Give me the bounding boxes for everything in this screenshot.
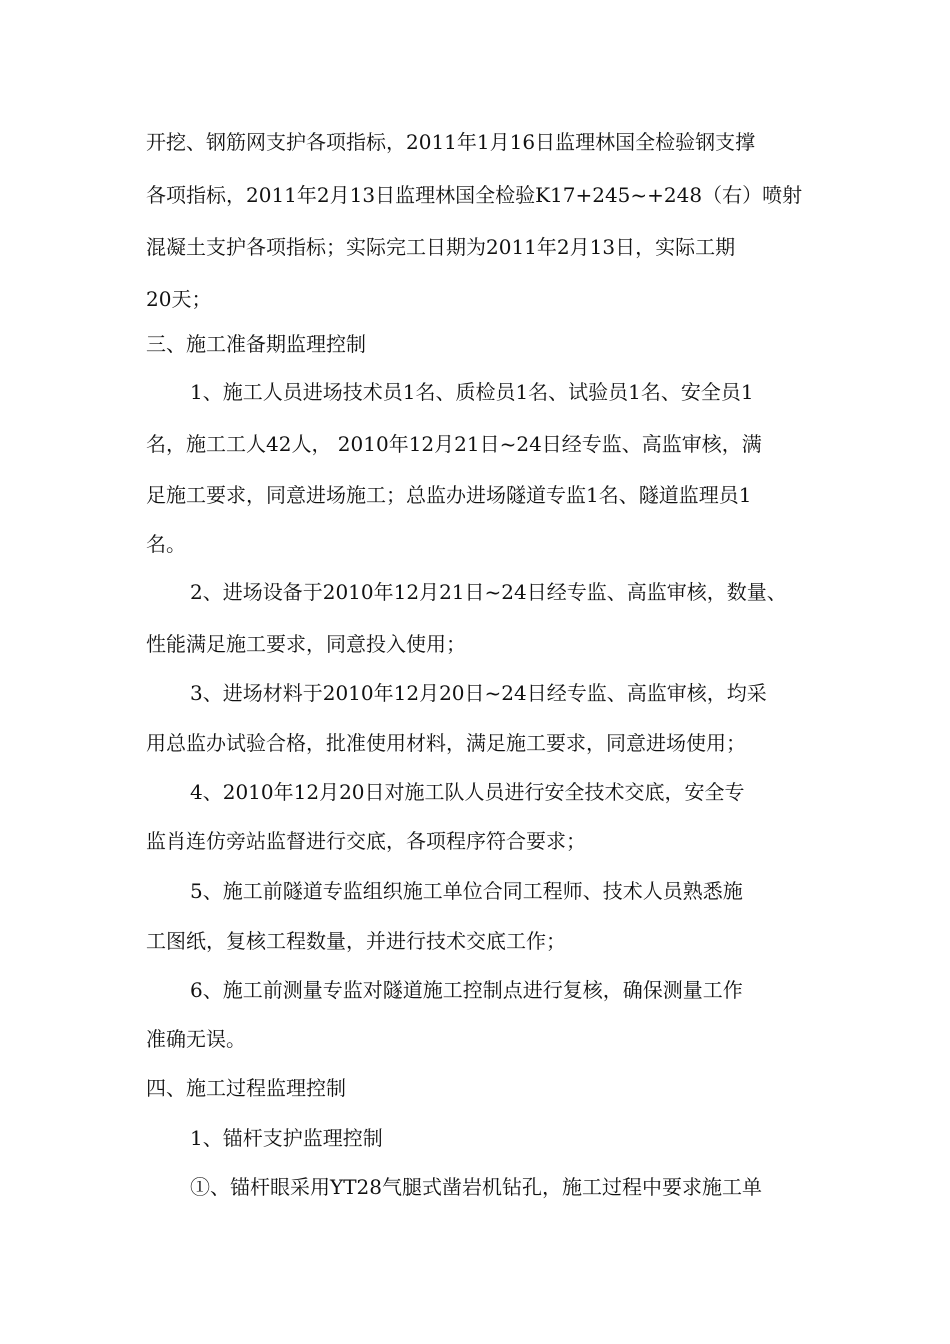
text-line: ①、锚杆眼采用YT28气腿式凿岩机钻孔，施工过程中要求施工单: [190, 1175, 762, 1199]
section-heading: 四、施工过程监理控制: [146, 1076, 346, 1100]
text-line: 5、施工前隧道专监组织施工单位合同工程师、技术人员熟悉施: [190, 879, 743, 903]
text-line: 准确无误。: [146, 1027, 246, 1051]
text-line: 名。: [146, 532, 186, 556]
text-line: 混凝土支护各项指标；实际完工日期为2011年2月13日，实际工期: [146, 235, 736, 259]
text-line: 2、进场设备于2010年12月21日~24日经专监、高监审核，数量、: [190, 580, 787, 604]
text-line: 性能满足施工要求，同意投入使用；: [146, 632, 466, 656]
text-line: 1、施工人员进场技术员1名、质检员1名、试验员1名、安全员1: [190, 380, 754, 404]
text-line: 监肖连仿旁站监督进行交底，各项程序符合要求；: [146, 829, 586, 853]
text-line: 工图纸，复核工程数量，并进行技术交底工作；: [146, 929, 566, 953]
text-line: 3、进场材料于2010年12月20日~24日经专监、高监审核，均采: [190, 681, 767, 705]
text-line: 4、2010年12月20日对施工队人员进行安全技术交底，安全专: [190, 780, 745, 804]
text-line: 6、施工前测量专监对隧道施工控制点进行复核，确保测量工作: [190, 978, 743, 1002]
section-heading: 三、施工准备期监理控制: [146, 332, 366, 356]
text-line: 20天；: [146, 287, 212, 311]
subsection-heading: 1、锚杆支护监理控制: [190, 1126, 383, 1150]
text-line: 开挖、钢筋网支护各项指标，2011年1月16日监理林国全检验钢支撑: [146, 130, 756, 154]
text-line: 各项指标，2011年2月13日监理林国全检验K17+245~+248（右）喷射: [146, 183, 803, 207]
text-line: 足施工要求，同意进场施工；总监办进场隧道专监1名、隧道监理员1: [146, 483, 752, 507]
text-line: 名，施工工人42人， 2010年12月21日~24日经专监、高监审核，满: [146, 432, 762, 456]
text-line: 用总监办试验合格，批准使用材料，满足施工要求，同意进场使用；: [146, 731, 746, 755]
